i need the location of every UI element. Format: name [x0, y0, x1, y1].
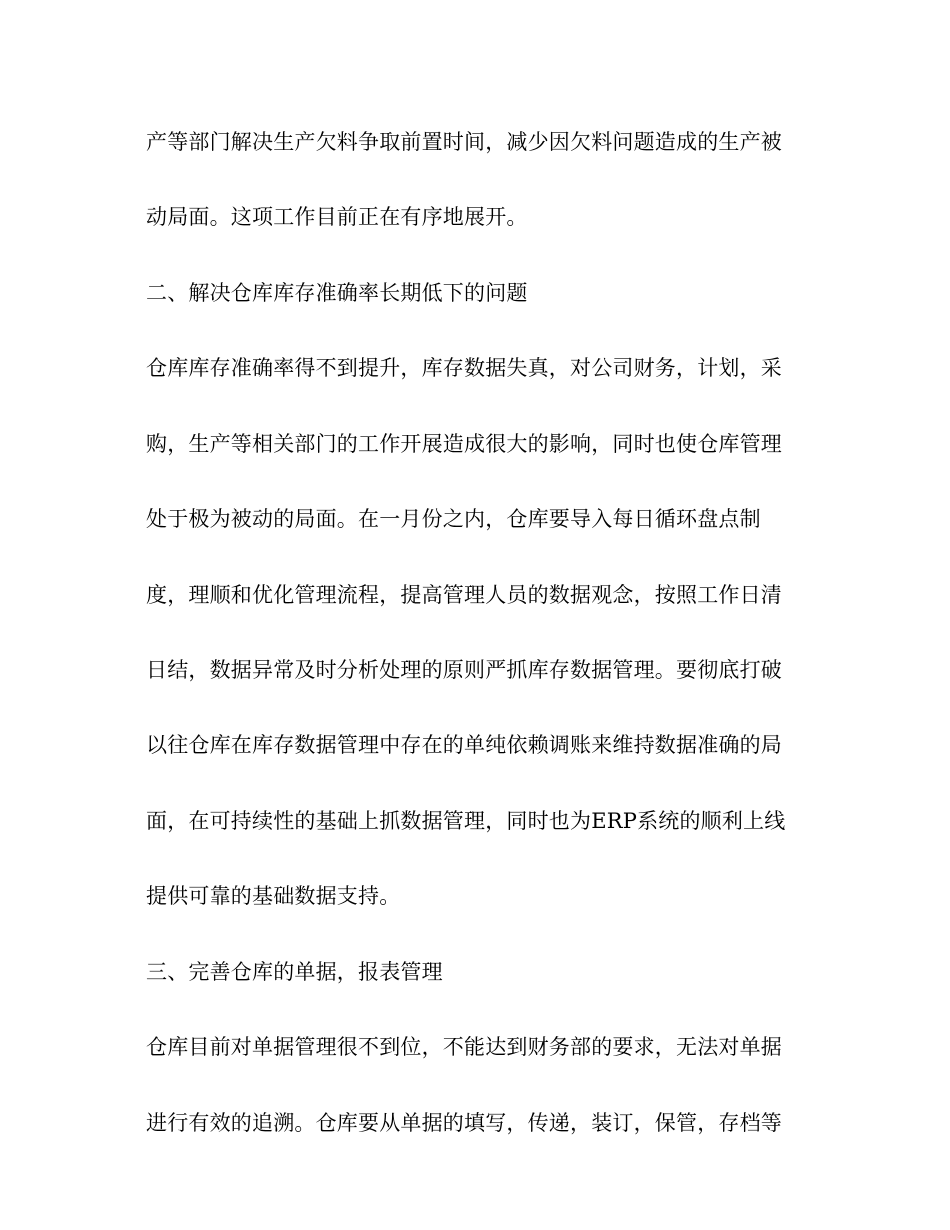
paragraph-line: 度，理顺和优化管理流程，提高管理人员的数据观念，按照工作日清 [146, 583, 782, 607]
paragraph-line: 提供可靠的基础数据支持。 [146, 884, 401, 908]
paragraph-line: 进行有效的追溯。仓库要从单据的填写，传递，装订，保管，存档等 [146, 1111, 782, 1135]
section-heading: 三、完善仓库的单据，报表管理 [146, 960, 443, 984]
paragraph-line: 仓库库存准确率得不到提升，库存数据失真，对公司财务，计划，采 [146, 356, 782, 380]
paragraph-line: 购，生产等相关部门的工作开展造成很大的影响，同时也使仓库管理 [146, 432, 782, 456]
paragraph-line: 面，在可持续性的基础上抓数据管理，同时也为ERP系统的顺利上线 [146, 809, 786, 833]
paragraph-line: 日结，数据异常及时分析处理的原则严抓库存数据管理。要彻底打破 [146, 658, 782, 682]
paragraph-line: 产等部门解决生产欠料争取前置时间，减少因欠料问题造成的生产被 [146, 130, 782, 154]
section-heading: 二、解决仓库库存准确率长期低下的问题 [146, 281, 528, 305]
paragraph-line: 以往仓库在库存数据管理中存在的单纯依赖调账来维持数据准确的局 [146, 733, 782, 757]
paragraph-line: 处于极为被动的局面。在一月份之内，仓库要导入每日循环盘点制 [146, 507, 761, 531]
paragraph-line: 仓库目前对单据管理很不到位，不能达到财务部的要求，无法对单据 [146, 1035, 782, 1059]
paragraph-line: 动局面。这项工作目前正在有序地展开。 [146, 205, 528, 229]
